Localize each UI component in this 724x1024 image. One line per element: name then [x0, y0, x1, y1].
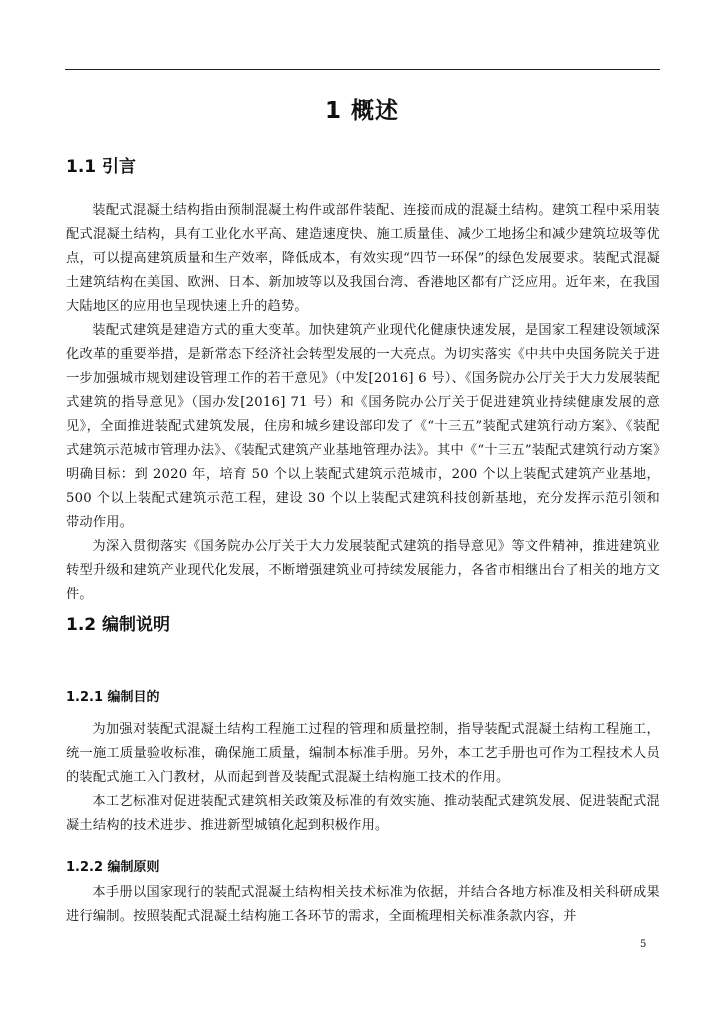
paragraph: 本手册以国家现行的装配式混凝土结构相关技术标准为依据，并结合各地方标准及相关科研成果进行编制。按照装配式混凝土结构施工各环节的需求，全面梳理相关标准条款内容，并 — [66, 885, 660, 924]
paragraph: 为深入贯彻落实《国务院办公厅关于大力发展装配式建筑的指导意见》等文件精神，推进建筑业转型升级和建筑产业现代化发展，不断增强建筑业可持续发展能力，各省市相继出台了相关的地方文件。 — [66, 539, 660, 602]
subsection-heading-purpose: 1.2.1 编制目的 — [66, 690, 160, 705]
header-rule — [65, 69, 660, 70]
subsection-heading-principle: 1.2.2 编制原则 — [66, 860, 160, 875]
page-number: 5 — [640, 939, 647, 950]
section-heading-intro: 1.1 引言 — [66, 157, 137, 177]
paragraph: 装配式建筑是建造方式的重大变革。加快建筑产业现代化健康快速发展，是国家工程建设领域深化改革的重要举措，是新常态下经济社会转型发展的一大亮点。为切实落实《中共中央国务院关于进一步加强城市规划建设管理工作的若干意见》（中发[2016] 6 号）、《国务院办公厅关于大力发展装配式建筑的指导意见》（国办发[2016] 71 号）和《国务院办公厅关于促进建筑业持续健康发展的意见》，全面推进装配式建筑发展，住房和城乡建设部印发了《“十三五”装配式建筑行动方案》、《装配式建筑示范城市管理办法》、《装配式建筑产业基地管理办法》。其中《“十三五”装配式建筑行动方案》明确目标：到 2020 年，培育 50 个以上装配式建筑示范城市，200 个以上装配式建筑产业基地，500 个以上装配式建筑示范工程，建设 30 个以上装配式建筑科技创新基地，充分发挥示范引领和带动作用。 — [66, 323, 661, 530]
chapter-title: 1 概述 — [324, 98, 399, 124]
paragraph: 本工艺标准对促进装配式建筑相关政策及标准的有效实施、推动装配式建筑发展、促进装配式混凝土结构的技术进步、推进新型城镇化起到积极作用。 — [66, 794, 660, 833]
paragraph: 为加强对装配式混凝土结构工程施工过程的管理和质量控制，指导装配式混凝土结构工程施工，统一施工质量验收标准，确保施工质量，编制本标准手册。另外，本工艺手册也可作为工程技术人员的装配式施工入门教材，从而起到普及装配式混凝土结构施工技术的作用。 — [66, 722, 660, 785]
section-heading-notes: 1.2 编制说明 — [66, 615, 171, 635]
paragraph: 装配式混凝土结构指由预制混凝土构件或部件装配、连接而成的混凝土结构。建筑工程中采用装配式混凝土结构，具有工业化水平高、建造速度快、施工质量佳、减少工地扬尘和减少建筑垃圾等优点，可以提高建筑质量和生产效率，降低成本，有效实现“四节一环保”的绿色发展要求。装配式混凝土建筑结构在美国、欧洲、日本、新加坡等以及我国台湾、香港地区都有广泛应用。近年来，在我国大陆地区的应用也呈现快速上升的趋势。 — [66, 203, 660, 314]
